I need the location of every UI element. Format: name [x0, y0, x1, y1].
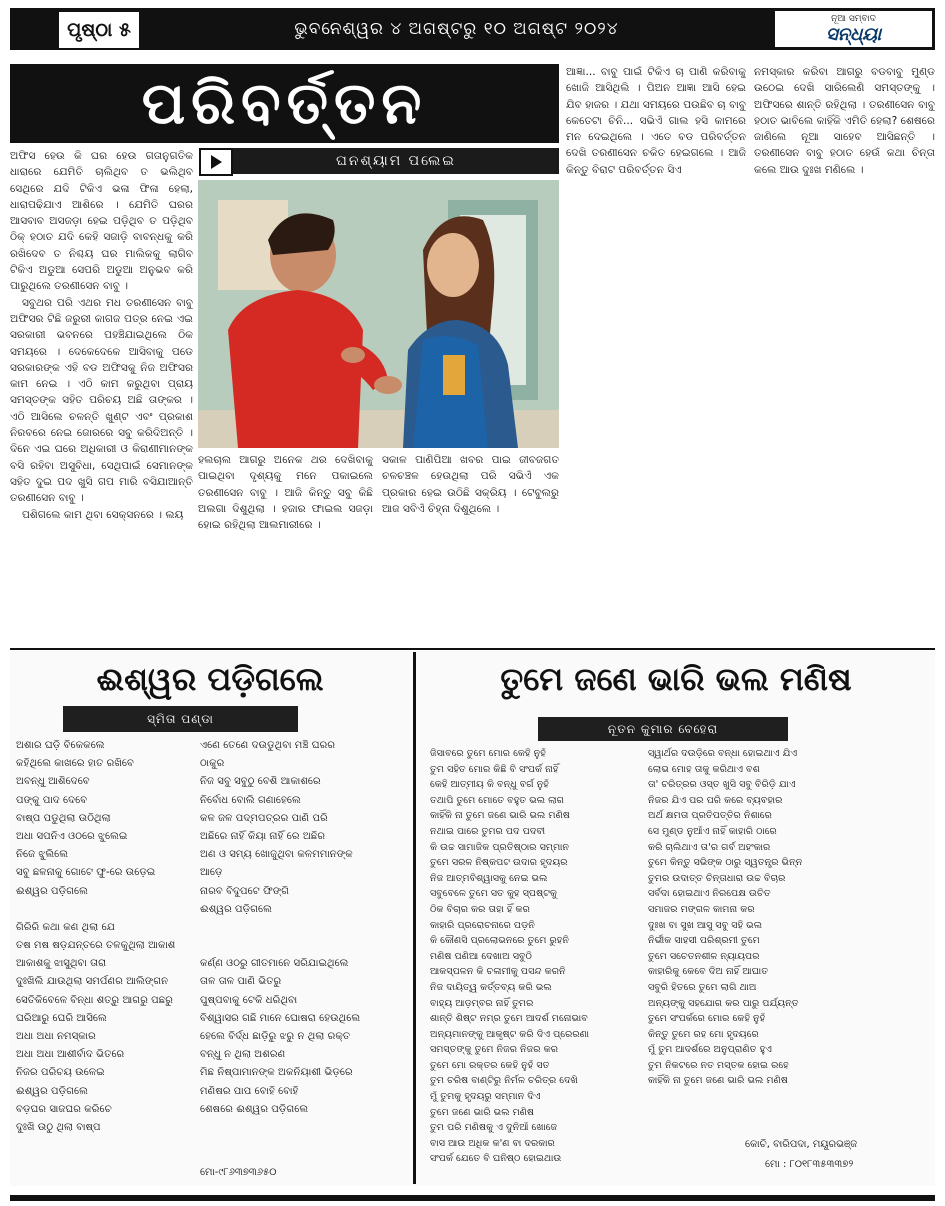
poem-line: ତୁମେ ସଂପର୍କରେ ମୋର କେହି ନୁହଁ	[648, 1013, 766, 1025]
poem-line: ପୁଷ୍ପବାକୁ ଟେକି ଧରିଥିବା	[200, 994, 298, 1006]
poem-line: ନିର୍ବୋଧ ବୋଲି ଗଣାହେଲେ	[200, 794, 301, 806]
story-column-5	[754, 64, 935, 640]
poem-line: ତଷ ମଷ ଷଡ଼ଯନ୍ତରେ ତଳକୁଥିଲା ଆକାଶ	[16, 940, 176, 952]
poem-line: ବାଷ୍ପ ପଡୁଥିଲା ଉଠିଥିଲା	[16, 812, 111, 824]
poem-line: ତୁମେ କିନ୍ତୁ ସଭିଙ୍କ ଠାରୁ ସ୍ୱତନ୍ତ୍ର ଭିନ୍ନ	[648, 857, 803, 869]
poem-line	[16, 901, 196, 919]
story-paragraph: ସକାଳ ପାଣିପିଆ ଖବର ପାଇ ଜୀବଜଗତ ଚଳଚଞ୍ଚଳ ହେଉଥିଲା ପରି ସଭିଏଁ ଏକ ପ୍ରକାର ହେଇ ଉଠିଛି ସକ୍ରିୟ । ଟେବୁଲରୁ ଆଜ ସବିଏଁ ଚିହ୍ନା ଦିଶୁଥିଲେ ।	[382, 454, 559, 515]
poem-line: ତୁମ ସହିତ ମୋର କିଛି ବି ସଂପର୍କ ନାହିଁ	[430, 763, 559, 775]
poem-line: ନିଜେ ଝୁଲିଲେ	[16, 849, 69, 861]
poem-line: ଜିସାବରେ ତୁମେ ମୋର କେହି ନୁହଁ	[430, 748, 546, 759]
footer-bar	[10, 1195, 935, 1201]
poem-line: ଈଶ୍ୱର ପଡ଼ିଗଲେ	[16, 1085, 88, 1097]
poem-line: ସମସ୍ତଙ୍କୁ ତୁମେ ନିଜର ନିଜର କର	[430, 1044, 558, 1056]
poem-line: ବାହ୍ୟ ଆଡ଼ମ୍ବର ନାହିଁ ତୁମର	[430, 997, 534, 1009]
story-column-2	[198, 452, 373, 640]
poem-line: କି କୌଣସି ପ୍ରଲୋଭନରେ ତୁମେ ରୁହନି	[430, 935, 569, 947]
poem-line: ନାରବ ବିଦୁପଟେ ଫିଙ୍ଗି	[200, 885, 290, 897]
story-column-1	[10, 148, 193, 640]
poem1-phone: ମୋ-୯୮୬୩୭୩୬୫୦	[200, 1167, 277, 1178]
poem-line: ତାଳ ତାଳ ପାଣି ଭିତରୁ	[200, 976, 282, 988]
poem-divider	[413, 652, 416, 1184]
poem-line: ସଂପର୍କ ଯେତେ ବି ଘନିଷ୍ଠ ହୋଇଥାଉ	[430, 1153, 562, 1165]
poem-line	[200, 937, 410, 955]
poem-line: ଈଶ୍ୱର ପଡ଼ିଗଲେ	[200, 903, 272, 915]
poem-line: କରି ଚାଲିଥାଏ ତା'ର ଗର୍ବ ଅହଂକାର	[648, 841, 771, 853]
poem-line: ଠାକୁର	[200, 758, 225, 770]
masthead-logo	[775, 11, 932, 47]
poem-line: ମୁଁ ତୁମ ଆଦର୍ଶରେ ଅନୁପ୍ରାଣିତ ହୁଏ	[648, 1044, 772, 1056]
logo-main-text: ସନ୍ଧ୍ୟା	[825, 23, 882, 45]
poem-line: ନିଜ ସବୁ ସବୁଠୁ ବେଶି ଆକାଶରେ	[200, 776, 321, 788]
poem-line: କଳ ଜଳ ପଦ୍ମପତ୍ରର ପାଣି ପରି	[200, 812, 328, 824]
poem-line: ସର୍ବଦା ହୋଇଥାଏ ନିରପେକ୍ଷ ଉଚିତ	[648, 888, 771, 900]
poem-line: ନଥାଇ ପାରେ ତୁମର ପଦ ପଦବୀ	[430, 825, 546, 837]
poem-line: ଦୁଃଖି ଉଠୁ ଥିଲା ବାଷ୍ପ	[16, 1121, 101, 1133]
poem-line: ଅନ୍ୟମାନଙ୍କୁ ଆକୃଷ୍ଟ କରି ଦିଏ ପ୍ରେରଣା	[430, 1028, 590, 1040]
story-title-banner	[10, 64, 559, 143]
poem-line: ସବୁ ଛଳନାକୁ ଗୋଟେ ଫୁ-ରେ ଉଡ଼େଇ	[16, 867, 156, 879]
poem-line: ବଡ଼ଘର ସାଜଘର କରିଚେ	[16, 1103, 112, 1115]
poem-line: ଦୁଃଖ ବା ସୁଖ ଆସୁ ସବୁ ସହି ଭଲ	[648, 919, 763, 931]
poem-line: ତୁମେ ଜଣେ ଭାରି ଭଲ ମଣିଷ	[430, 1106, 535, 1118]
poem-line: ବାସ ଆଉ ଅଧିକ କ'ଣ ବା ଦରକାର	[430, 1137, 555, 1149]
poem-line: ଗିରିରି କଥା କଣ ଥିଲା ଯେ	[16, 921, 115, 933]
poem-line: ଅଧା ଅଧା ଆଶୀର୍ବାଦ ଭିତରେ	[16, 1049, 125, 1061]
poem-line: ତୁମ ନିକଟରେ ନତ ମସ୍ତକ ହୋଇ ରହେ	[648, 1059, 789, 1071]
poem-line: ତୁମର ଉଦାତ୍ତ ଚିନ୍ତାଧାରା ଉଚ୍ଚ ବିଚାର	[648, 872, 786, 884]
poem-line: ସ୍ୱାର୍ଥର ଦଉଡ଼ିରେ ବନ୍ଧା ହୋଇଥାଏ ଯିଏ	[648, 748, 798, 759]
section-divider	[10, 648, 935, 650]
poem-line: ତୁମେ ସରଳ ନିଷ୍କପଟ ଉଦାର ହୃଦୟର	[430, 857, 568, 869]
poem-line: ଏଣେ ତେଣେ ଦଉଡୁଥିବା ମଞ୍ଚି ଘରର	[200, 740, 336, 751]
poem-line: ସବୁରି ହିତରେ ତୁମେ ଲାଗି ଥାଅ	[648, 981, 757, 993]
page-number: ପୃଷ୍ଠା ୫	[58, 11, 140, 49]
poem-line: ହେଲେ ବିର୍ଦ୍ଧ ଛାଡ଼ିରୁ ଝରୁ ନ ଥିଲା ରକ୍ତ	[200, 1031, 351, 1042]
poem-line: ବିଶ୍ୱାସର ଗଛି ମାନେ ଘୋଷରା ହେଉଥିଲେ	[200, 1012, 361, 1024]
poem-line: ଅଶାର ଘଡ଼ି ବିକେକଲେ	[16, 740, 105, 751]
poem-line: ତୁମେ ସଚେତନଶୀଳ ନ୍ୟାୟପର	[648, 950, 760, 962]
story-paragraph: ନମସ୍କାର କରିବା ଆଗରୁ ବଡବାବୁ ମୁଣ୍ଡ ଉଠେଇ ଦେଖି ସାରିଲେଣି ସମସ୍ତଙ୍କୁ । ଅଫିସରେ ଶାନ୍ତି ରହିଥିଲା । ତରଣୀସେନ ବାବୁ ହଠାତ ଭାବିଲେ କାହିଁକି ଏମିତି ହେଲା? ଶେଷରେ ଜାଣିଲେ ନୂଆ ସାହେବ ଆସିଛନ୍ତି । ତରଣୀସେନ ବାବୁ ହଠାତ ହେଉଁ କଥା ଚିନ୍ତା କଲେ ଆଉ ଦୁଃଖ ମଣିଲେ ।	[754, 66, 935, 176]
play-icon	[199, 148, 233, 176]
poem-line: କର୍ଣ୍ଣ ଓଠରୁ ଗୀତମାନେ ସରିଯାଇଥିଲେ	[200, 958, 349, 970]
poem-line: ତୁମେ ମୋ ରକ୍ତର କେହି ନୁହଁ ସତ	[430, 1059, 550, 1071]
poem-line: ନିଜ ଦାୟିତ୍ୱ କର୍ତ୍ତବ୍ୟ କରି ଭଲ	[430, 981, 552, 993]
poem-line: ନିଜର ପରିଚୟ ଉଳେଇ	[16, 1067, 105, 1079]
poem2-title: ତୁମେ ଜଣେ ଭାରି ଭଲ ମଣିଷ	[500, 660, 852, 698]
poem1-column-1	[16, 737, 196, 1177]
poem-line: କେହି ଆତ୍ମୀୟ କି ବନ୍ଧୁ ବର୍ଗ ନୁହଁ	[430, 779, 549, 791]
story-illustration	[198, 180, 559, 448]
poem-line: ସେ ମୁଣ୍ଡ ନୁଆଁଏ ନାହିଁ କାହାରି ଠାରେ	[648, 825, 777, 837]
poem-line: ମଣିଷର ପାପ ବୋହି ବୋହି	[200, 1085, 299, 1097]
poem-line: ଆକସ୍ପଳନ କି ଚଳାମୀକୁ ପସନ୍ଦ କରନି	[430, 966, 566, 978]
logo-top-text: ନୂଆ ସମ୍ବାଦ	[831, 13, 876, 24]
poem-line	[200, 919, 410, 937]
poem-line: ନିଜର ଯିଏ ପର ପରି କରେ ବ୍ୟବହାର	[648, 794, 783, 806]
poem-line: କି ଉଚ୍ଚ ସାମାଜିକ ପ୍ରତିଷ୍ଠାର ସମ୍ମାନ	[430, 841, 570, 853]
poem-line: ଅଛିରେ ନାହିଁ କିୟା ନାହିଁ ରେ ଅଛିର	[200, 830, 326, 842]
poem-line: ଘରିଆରୁ ଘେରି ଆସିଲେ	[16, 1012, 107, 1024]
story-title: ପରିବର୍ତ୍ତନ	[141, 69, 428, 137]
poem-line: ସବୁବେଳେ ତୁମେ ସତ କୁହ ସ୍ପଷ୍ଟକୁ	[430, 888, 557, 900]
story-author: ଘନଶ୍ୟାମ ପଲେଇ	[233, 148, 559, 174]
poem-line: ଲୋଭ ମୋହ ତାକୁ କରିଥାଏ ବଶ	[648, 763, 760, 775]
poem2-column-1	[430, 746, 640, 1176]
poem1-title: ଈଶ୍ୱର ପଡ଼ିଗଲେ	[96, 660, 324, 698]
poem-line: କିନ୍ତୁ ତୁମେ ରହ ମୋ ହୃଦୟରେ	[648, 1028, 759, 1040]
poem1-column-2	[200, 737, 410, 1177]
poem2-column-2	[648, 746, 933, 1106]
poem-line: ସମାଜର ମଙ୍ଗଳ କାମନା କର	[648, 903, 755, 915]
poem-line: ସେତିକିବେଳେ ବିନ୍ଧା ଶତ୍ରୁ ଆଗରୁ ପଛରୁ	[16, 994, 173, 1006]
poem-line: ତୁମ ପରି ମଣିଷକୁ ଏ ଦୁନିଆଁ ଖୋଜେ	[430, 1122, 558, 1134]
poem-line: ଶେଷରେ ଈଶ୍ୱର ପଡ଼ିଗଲେ	[200, 1103, 309, 1115]
poem-line: ଅଧା ସପନିଏ ଓଠରେ ଝୁଲେଇ	[16, 830, 128, 842]
poem-line: କାହାରିକୁ କେବେ ଦିଅ ନାହିଁ ଆଘାତ	[648, 966, 769, 978]
poem-line: କାହାରି ପ୍ରରୋଚନାରେ ପଡ଼ନି	[430, 919, 535, 931]
poem-line: ଦୁଃଖିଲି ଯାଉଥିଲା ସମର୍ପଣର ଆଲିଙ୍ଗନ	[16, 976, 169, 988]
poem-line: ବନ୍ଧୁ ନ ଥିଲା ଅଶରଣ	[200, 1049, 286, 1061]
poem-line: ଅନ୍ୟଙ୍କୁ ସହଯୋଗ କର ପାରୁ ପର୍ଯ୍ୟନ୍ତ	[648, 997, 799, 1009]
poem-line: ପଙ୍କୁ ପାଦ ଦେବେ	[16, 794, 88, 806]
story-paragraph: ସବୁଥର ପରି ଏଥର ମଧ ତରଣୀସେନ ବାବୁ ଅଫିସର ଟିଛି ଜରୁରୀ କାଗଜ ପତ୍ର ନେଇ ଏଇ ସରକାରୀ ଭବନରେ ପହଞ୍ଚିଯାଇଥିଲେ ଠିକ ସମୟରେ । ଦେକେଦେକେ ଆସିବାକୁ ପଡେ ସରକାରଙ୍କ ଏହି ବଡ ଅଫିସକୁ ନିଜ ଅଫିସର କାମ ନେଇ । ଏଠି କାମ କରୁଥିବା ପ୍ରାୟ ସମସ୍ତଙ୍କ ସହିତ ପରିଚୟ ଅଛି ତାଙ୍କର । ଏଠି ଆସିଲେ ଚଳନ୍ତି ଖୁଣ୍ଟ ଏବଂ ପ୍ରକାଶ ନିରବରେ ନେଇ ଜୋରରେ ସବୁ କରିଦିଅନ୍ତି । ଦିନେ ଏଇ ଘରେ ଅଧିକାରୀ ଓ କିରାଣୀମାନଙ୍କ ବସି ରହିବା ଅସୁବିଧା, ସେଥିପାଇଁ ସେମାନଙ୍କ ସହିତ ଦୁଇ ପଦ ଖୁସି ଗପ ମାରି ବସିଯାଆନ୍ତି ତରଣୀସେନ ବାବୁ ।	[10, 296, 193, 505]
poem2-phone: ମୋ : ୮୦୧୮୩୫୩୩୭୨	[765, 1159, 854, 1170]
story-paragraph: ହଲଚାଲ ଆଗରୁ ଅନେକ ଥର ଦେଖିବାକୁ ପାଇଥିବା ଦୃଶ୍ୟକୁ ମନେ ପକାଇଲେ ତରଣୀସେନ ବାବୁ । ଆଜି କିନ୍ତୁ ସବୁ କିଛି ଅଲଗା ଦିଶୁଥିଲା । ହଜାର ଫାଇଲ ସଜଡ଼ା ହୋଇ ରହିଥିଲା ଆଲମାରୀରେ ।	[198, 454, 373, 532]
poem-line: ଠିକ ବିଚାର କର ତାହା ହିଁ କର	[430, 903, 530, 915]
poem-line: ଅଣ ଓ ସମ୍ୟ ଖୋଜୁଥିବା କଳମମାନଙ୍କ	[200, 849, 353, 861]
poem1-poet: ସ୍ମିତା ପଣ୍ଡା	[63, 706, 298, 732]
issue-date: ଭୁବନେଶ୍ୱର ୪ ଅଗଷ୍ଟରୁ ୧୦ ଅଗଷ୍ଟ ୨୦୨୪	[294, 19, 619, 39]
poem-line: ଈଶ୍ୱର ପଡ଼ିଗଲେ	[16, 885, 88, 897]
story-column-4	[566, 64, 746, 640]
poem-line: ମୁଁ ତୁମକୁ ହୃଦୟରୁ ସମ୍ମାନ ଦିଏ	[430, 1091, 541, 1103]
story-paragraph: ଅଫିସ ହେଉ କି ଘର ହେଉ ଗତାନୁଗତିକ ଧାରାରେ ଯେମିତି ଚାଲିଥିବ ତ ଭଲିଥିବ ସେଥିରେ ଯଦି ଟିକିଏ ଭଳା ଫିଳା ହେଲା, ଧାରାପଢିଯାଏ ଆଶିରେ । ଯେମିତି ଘରର ଆସବାବ ଅସଜଡ଼ା ହେଇ ପଡ଼ିଥିବ ତ ପଡ଼ିଥିବ ଠିକ୍ ହଠାତ ଯଦି କେହି ସଜାଡ଼ି ବାବନ୍ଧକୁ କରି ରଖିଦେବ ତ ନିଶ୍ଚୟ ଘର ମାଲିକକୁ ଲାଗିବ ଟିକିଏ ଅଡୁଆ ସେପରି ଅଡୁଆ ଅନୁଭବ କରି ପାରୁଥିଲେ ତରଣୀସେନ ବାବୁ ।	[10, 150, 193, 293]
poem-line	[200, 1119, 410, 1137]
poem-line: ଅର୍ଥ କ୍ଷମତା ପ୍ରତିପତ୍ତିର ନିଶାରେ	[648, 810, 772, 822]
poem-line: ଆକାଶକୁ ଝାସୁଥିବା ତାରା	[16, 958, 107, 970]
poem-line: ନିର୍ଭୀକ ସାହସୀ ପରିଶ୍ରମୀ ତୁମେ	[648, 935, 760, 947]
poem-line: ତା' ଚରିତ୍ରର ଓସ୍ତ ଖୁସି ସବୁ ବିରିଡ଼ି ଯାଏ	[648, 779, 796, 791]
poem-line: କାହିଁକି ନା ତୁମେ ଜଣେ ଭାରି ଭଲ ମଣିଷ	[648, 1075, 788, 1087]
poem-line: ତୁମ ଚରିଷ ବାଣ୍ଟିରୁ ନିର୍ମଳ ଚରିତ୍ର ଦେଖି	[430, 1075, 578, 1087]
poem-line: କହିଥିଲେ କାଖରେ ହାତ ରଖିବେ	[16, 758, 134, 770]
poem-line: କାହିଁକି ନା ତୁମେ ଜଣେ ଭାରି ଭଲ ମଣିଷ	[430, 810, 570, 822]
poem-line: ମଣିଷ ପଣିଆ ଦେଖାଅ ସବୁଠି	[430, 950, 532, 962]
poem-line: ଆଡ଼େ	[200, 867, 223, 879]
story-paragraph: ପଶିଗଲେ କାମ ଥିବା ସେକ୍ସନରେ । ଲୟ	[22, 508, 184, 521]
poem-line: ଶାନ୍ତି ଶିଷ୍ଟ ନମ୍ର ତୁମେ ଆଦର୍ଶ ମନୋଭାବ	[430, 1013, 588, 1025]
story-column-3	[382, 452, 559, 640]
story-paragraph: ଆଜ୍ଞା... ବାବୁ ପାଇଁ ଟିକିଏ ଚା ପାଣି କରିବାକୁ ଖୋଜି ଆସିଥିଲି । ପିଅନ ଆଜ୍ଞା ଆସି ହେଇ ଯିବ ହାଜର । ଯଥା ସମୟରେ ପଉଛିବ ଚା ବାବୁ କେତେଟା ଚିନି... ସଭିଏଁ ଗାଲ ହସି କାମରେ ମନ ଦେଇଥିଲେ । ଏତେ ବଡ ପରିବର୍ତ୍ତନ ଦେଖି ତରଣୀସେନ ଚକିତ ହେଇଗଲେ । ଆଜି କିନ୍ତୁ ବିରାଟ ପରିବର୍ତ୍ତନ ସିଏ	[566, 66, 746, 176]
poem2-address: କୋଚି, ବାରିପଦା, ମୟୂରଭଞ୍ଜ	[745, 1139, 858, 1150]
poem2-poet: ନୂତନ କୁମାର ବେହେରା	[538, 717, 788, 741]
poem-line: ତଥାପି ତୁମେ ମୋତେ ବହୁତ ଭଲ ଲାଗ	[430, 794, 565, 806]
poem-line: ଅଧା ଅଧା ନମସ୍କାର	[16, 1031, 96, 1042]
poem-line: ମିଛ ନିଷ୍ପାମାନଙ୍କ ଅକନିୟାଶୀ ଭିଡ଼ରେ	[200, 1067, 353, 1079]
poem-line: ନିଜ ଆତ୍ମବିଶ୍ୱାସକୁ ନେଇ ଭଲ	[430, 872, 548, 884]
poem-line: ଅବନ୍ଧୁ ଆଶିଦେବେ	[16, 776, 90, 788]
